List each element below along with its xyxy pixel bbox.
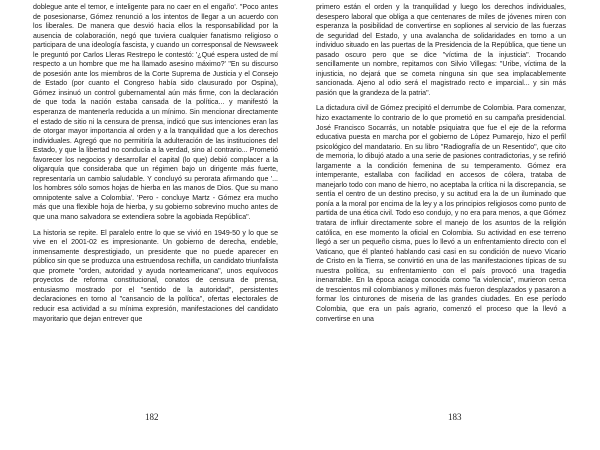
page-number: 182	[145, 412, 159, 422]
paragraph: primero están el orden y la tranquilidad y luego los derechos individuales, desespero laboral que obliga a que centenares de miles de jóvenes miren con esperanza la posibilidad de convertirse en sopliones al servicio de las fuerzas de seguridad del Estado, y una avalancha de solidaridades en torno a un individuo situado en las puertas de la Presidencia de la República, que tiene un pasado oscuro pero que se dice "víctima de la injusticia". Trocando sencillamente un nombre, repitamos con Silvio Villegas: "Uribe, víctima de la injusticia, no dejará que se cometa ninguna sin que sea implacablemente sancionada. Ajeno al odio será el magistrado recto e imparcial... y sin más pasión que la grandeza de la patria".	[316, 4, 566, 97]
paragraph: doblegue ante el temor, e inteligente para no caer en el engaño'. "Poco antes de posesionarse, Gómez renunció a los intentos de llegar a un acuerdo con los liberales. De manera que desvió hacia ellos la responsabilidad por la ausencia de colaboración, negó que tuviera cualquier fanatismo religioso o participara de una ideología fascista, y cuando un corresponsal de Newsweek le preguntó por Carlos Lleras Restrepo le contestó: '¿Qué espera usted de mí respecto a un hombre que me ha llamado asesino máximo?' "En su discurso de posesión ante los miembros de la Corte Suprema de Justicia y el Consejo de Estado (por cuanto el Congreso había sido clausurado por Ospina), Gómez insinuó un control gubernamental aún más firme, con la declaración de que toda la nación estaba cansada de la política... y manifestó la esperanza de mantenerla reducida a un mínimo. Sin mencionar directamente el estado de sitio ni la censura de prensa, indicó que sus intenciones eran las de otorgar mayor importancia al orden y a la tranquilidad que a los derechos individuales. Agregó que no permitiría la adulteración de las instituciones del Estado, y que la libertad no conducía a la verdad, sino al contrario... Prometió favorecer los negocios y desarrollar el capital (lo que) debió complacer a la oligarquía que consideraba que un régimen bajo un dirigente más fuerte, representaría un cambio saludable. Y concluyó su perorata afirmando que '... los hombres sólo somos hojas de hierba en las manos de Dios. Que su mano omnipotente salve a Colombia'. 'Pero - concluye Martz - Gómez era mucho más que una flexible hoja de hierba, y su gobierno sobrevino mucho antes de que una mano salvadora se extendiera sobre la agobiada República".	[33, 4, 278, 222]
page-number: 183	[448, 412, 462, 422]
right-page-text	[316, 3, 566, 330]
paragraph: La historia se repite. El paralelo entre lo que se vivió en 1949-50 y lo que se vive en el 2001-02 es impresionante. Un gobierno de derecha, endeble, inmensamente desprestigiado, un presidente que no puede aparecer en público sin que se produzca una estruendosa rechifla, un candidato triunfalista que promete "orden, autoridad y ayuda norteamericana", unos equívocos proyectos de reforma constitucional, conatos de censura de prensa, entusiasmo mostrado por el "sentido de la autoridad", persistentes declaraciones en torno al "cansancio de la política", ofertas electorales de reducir esa actividad a su mínima expresión, manifestaciones del candidato mayoritario que dejan entrever que	[33, 229, 278, 323]
left-page-text	[33, 3, 278, 330]
paragraph: La dictadura civil de Gómez precipitó el derrumbe de Colombia. Para comenzar, hizo exactamente lo contrario de lo que prometió en su campaña presidencial. José Francisco Socarrás, un notable psiquiatra que fue el eje de la reforma educativa puesta en marcha por el gobierno de López Pumarejo, hizo el perfil psicológico del mandatario. En su libro "Radiografía de un Resentido", que cito de memoria, lo dibujó atado a una serie de pasiones contradictorias, y se refirió largamente a la condición femenina de su temperamento. Gómez era intemperante, estallaba con facilidad en accesos de cólera, trataba de manejarlo todo con mano de hierro, no aceptaba la crítica ni la discrepancia, se sentía el centro de un destino preciso, y su actitud era la de un iluminado que ponía a la moral por encima de la ley y a los principios religiosos como punto de partida de una ética civil. Todo eso condujo, y no era para menos, a que Gómez tratara de influir directamente sobre el manejo de los asuntos de la religión católica, en ese momento la oficial en Colombia. Su actividad en ese terreno llegó a ser un pequeño cisma, pues lo llevó a un enfrentamiento directo con el Vaticano, que él planteó hablando casi casi en su condición de nuevo Vicario de Cristo en la Tierra, se convirtió en una de las manifestaciones típicas de su nuestra política, su enfrentamiento con el país provocó una tragedia inenarrable. En la época aciaga conocida como "la violencia", murieron cerca de trescientos mil colombianos y millones más fueron desplazados y pasaron a formar los cinturones de miseria de las grandes ciudades. En ese período Colombia, que era un país agrario, comenzó el proceso que la llevó a convertirse en una	[316, 105, 566, 323]
